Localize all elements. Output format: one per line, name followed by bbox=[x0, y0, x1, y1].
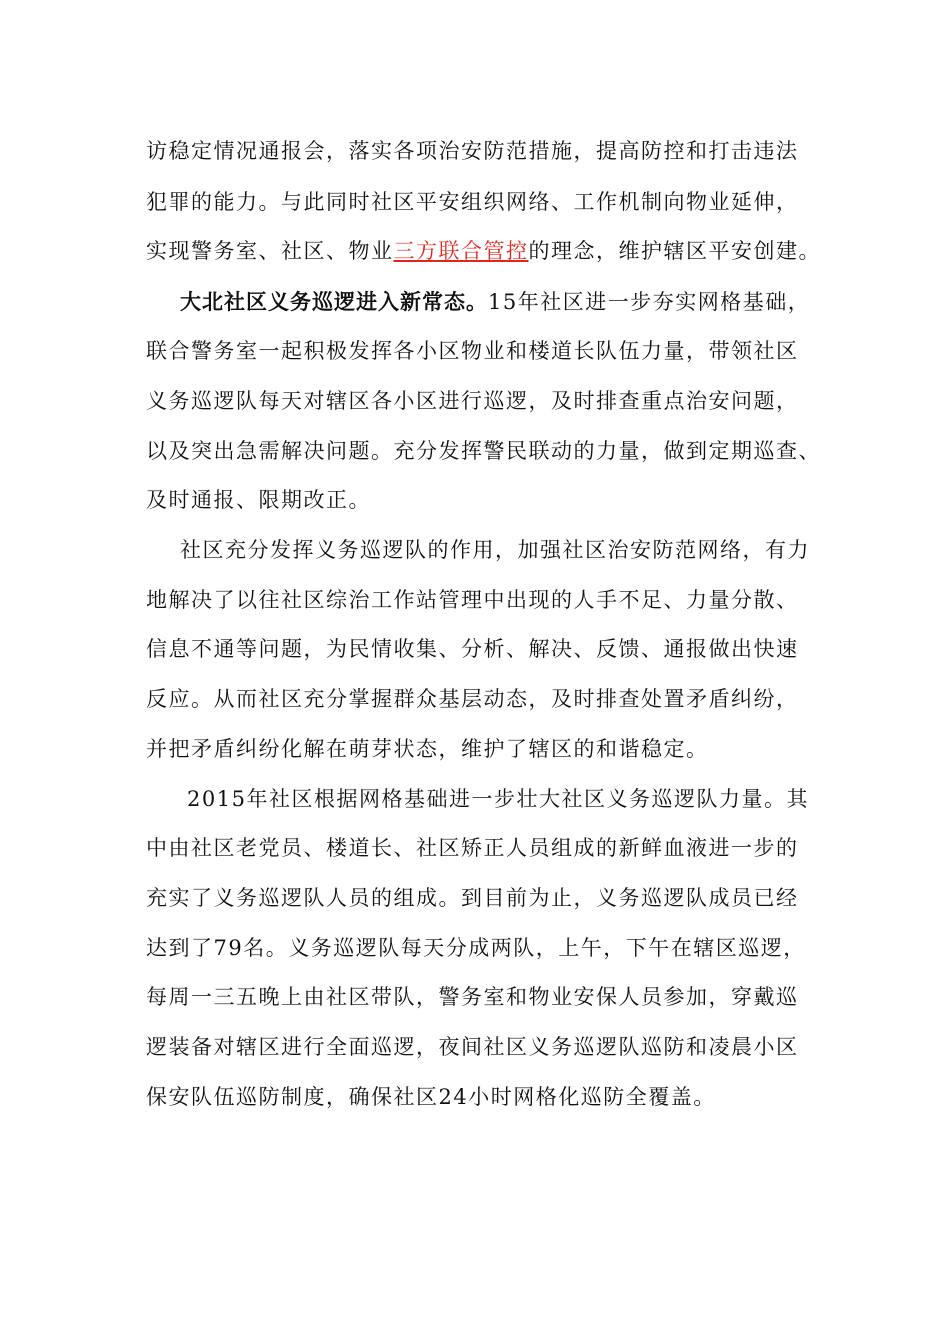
text-line-7: 以及突出急需解决问题。充分发挥警民联动的力量，做到定期巡查、 bbox=[146, 439, 821, 463]
text-line-9: 社区充分发挥义务巡逻队的作用，加强社区治安防范网络，有力 bbox=[180, 538, 810, 562]
text-line-12: 反应。从而社区充分掌握群众基层动态，及时排查处置矛盾纠纷， bbox=[146, 687, 799, 711]
text-line-4 bbox=[180, 286, 810, 318]
text-line-14: 2015年社区根据网格基础进一步壮大社区义务巡逻队力量。其 bbox=[187, 787, 809, 811]
text-line-20: 保安队伍巡防制度，确保社区24小时网格化巡防全覆盖。 bbox=[146, 1085, 716, 1109]
text-line-16: 充实了义务巡逻队人员的组成。到目前为止，义务巡逻队成员已经 bbox=[146, 886, 799, 910]
text-line-8: 及时通报、限期改正。 bbox=[146, 488, 371, 512]
text-line-6: 义务巡逻队每天对辖区各小区进行巡逻，及时排查重点治安问题， bbox=[146, 389, 799, 413]
text-line-17: 达到了79名。义务巡逻队每天分成两队，上午，下午在辖区巡逻， bbox=[146, 936, 806, 960]
text-line-1: 访稳定情况通报会，落实各项治安防范措施，提高防控和打击违法 bbox=[146, 139, 799, 163]
text-line-2: 犯罪的能力。与此同时社区平安组织网络、工作机制向物业延伸， bbox=[146, 190, 799, 214]
text-line-3-start: 实现警务室、社区、物业 bbox=[146, 239, 394, 263]
text-line-15: 中由社区老党员、楼道长、社区矫正人员组成的新鲜血液进一步的 bbox=[146, 836, 799, 860]
three-party-joint-control-link[interactable]: 三方联合管控 bbox=[393, 239, 529, 263]
text-line-3 bbox=[146, 235, 821, 267]
text-line-19: 逻装备对辖区进行全面巡逻，夜间社区义务巡逻队巡防和凌晨小区 bbox=[146, 1035, 799, 1059]
text-line-11: 信息不通等问题，为民情收集、分析、解决、反馈、通报做出快速 bbox=[146, 637, 799, 661]
text-line-10: 地解决了以往社区综治工作站管理中出现的人手不足、力量分散、 bbox=[146, 588, 799, 612]
text-line-3-end: 的理念，维护辖区平安创建。 bbox=[528, 239, 821, 263]
section-heading: 大北社区义务巡逻进入新常态。 bbox=[180, 290, 488, 314]
text-line-18: 每周一三五晚上由社区带队，警务室和物业安保人员参加，穿戴巡 bbox=[146, 985, 799, 1009]
text-line-4-rest: 15年社区进一步夯实网格基础， bbox=[488, 290, 811, 314]
text-line-5: 联合警务室一起积极发挥各小区物业和楼道长队伍力量，带领社区 bbox=[146, 339, 799, 363]
text-line-13: 并把矛盾纠纷化解在萌芽状态，维护了辖区的和谐稳定。 bbox=[146, 737, 709, 761]
